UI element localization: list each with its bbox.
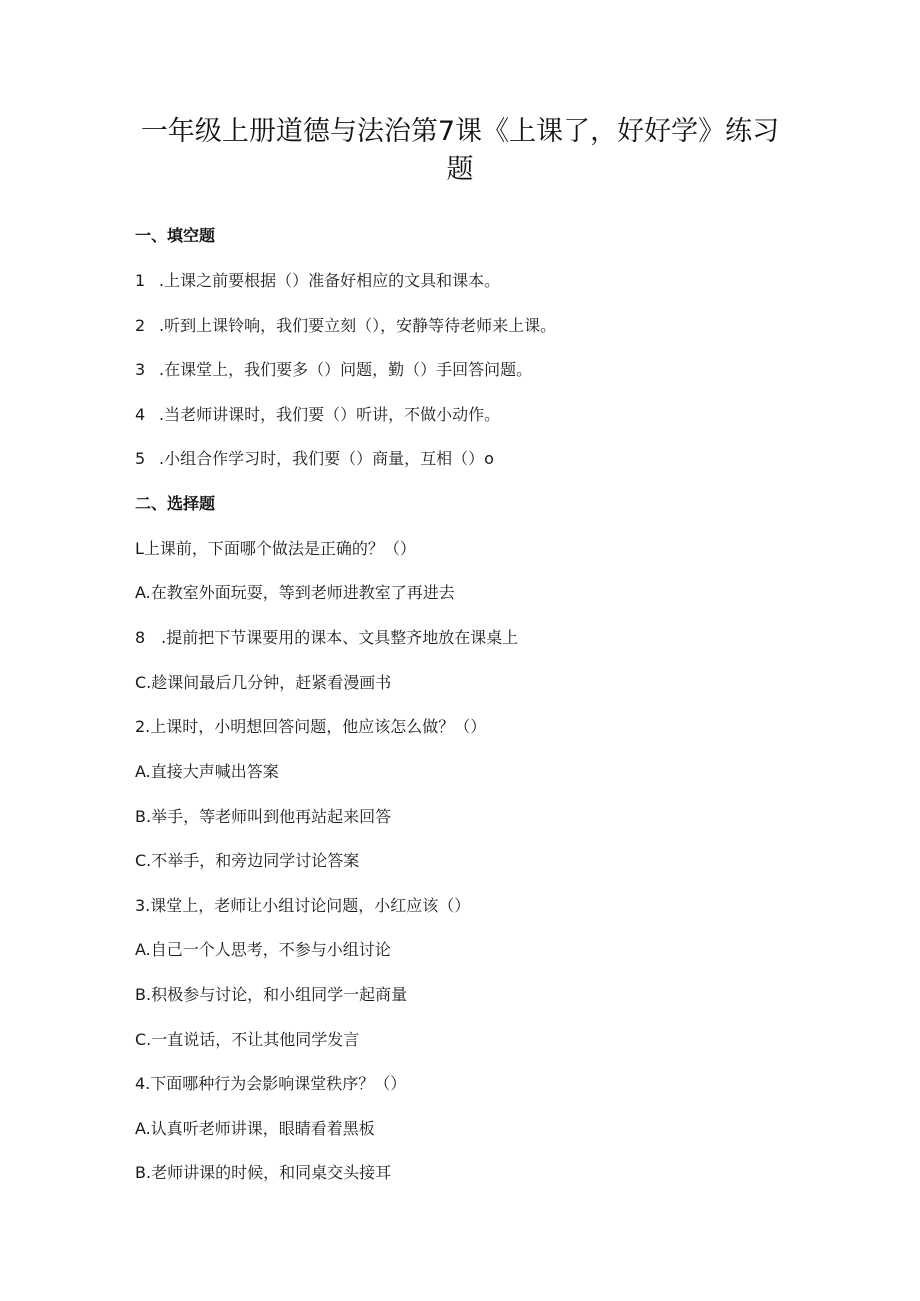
choice-option-1a: A.在教室外面玩耍，等到老师进教室了再进去 <box>135 583 455 602</box>
choice-option-3b: B.积极参与讨论，和小组同学一起商量 <box>135 985 408 1004</box>
choice-question-2: 2.上课时，小明想回答问题，他应该怎么做？（） <box>135 717 487 736</box>
question-text: .当老师讲课时，我们要（）听讲，不做小动作。 <box>159 405 501 424</box>
fill-in-question-3 <box>135 357 532 380</box>
question-number: 1 <box>135 271 146 290</box>
choice-option-2c: C.不举手，和旁边同学讨论答案 <box>135 851 360 870</box>
choice-option-4a: A.认真听老师讲课，眼睛看着黑板 <box>135 1119 375 1138</box>
fill-in-question-2 <box>135 313 556 336</box>
question-number: 4 <box>135 405 146 424</box>
choice-option-1c: C.趁课间最后几分钟，赶紧看漫画书 <box>135 673 392 692</box>
choice-question-4: 4.下面哪种行为会影响课堂秩序？（） <box>135 1074 407 1093</box>
section-heading-fill-in: 一、填空题 <box>135 226 216 245</box>
section-heading-multiple-choice: 二、选择题 <box>135 494 216 513</box>
choice-option-3a: A.自己一个人思考，不参与小组讨论 <box>135 940 391 959</box>
choice-option-4b: B.老师讲课的时候，和同桌交头接耳 <box>135 1163 392 1182</box>
question-text: .小组合作学习时，我们要（）商量，互相（）o <box>159 449 494 468</box>
question-text: .听到上课铃响，我们要立刻（），安静等待老师来上课。 <box>159 316 557 335</box>
choice-question-1: L上课前，下面哪个做法是正确的？（） <box>135 539 416 558</box>
question-text: .上课之前要根据（）准备好相应的文具和课本。 <box>159 271 501 290</box>
title-line-1: 一年级上册道德与法治第7课《上课了，好好学》练习 <box>140 116 780 147</box>
question-text: .在课堂上，我们要多（）问题，勤（）手回答问题。 <box>159 360 533 379</box>
question-number: 3 <box>135 360 146 379</box>
question-number: 2 <box>135 316 146 335</box>
choice-option-3c: C.一直说话，不让其他同学发言 <box>135 1030 360 1049</box>
question-number: 5 <box>135 449 146 468</box>
choice-option-2a: A.直接大声喊出答案 <box>135 762 279 781</box>
document-title <box>130 113 790 189</box>
fill-in-question-1 <box>135 268 500 291</box>
choice-question-3: 3.课堂上，老师让小组讨论问题，小红应该（） <box>135 896 471 915</box>
choice-option-2b: B.举手，等老师叫到他再站起来回答 <box>135 807 392 826</box>
fill-in-question-4 <box>135 402 500 425</box>
choice-option-1b: 8 .提前把下节课要用的课本、文具整齐地放在课桌上 <box>135 628 519 647</box>
title-line-2: 题 <box>446 154 474 185</box>
fill-in-question-5 <box>135 446 494 469</box>
